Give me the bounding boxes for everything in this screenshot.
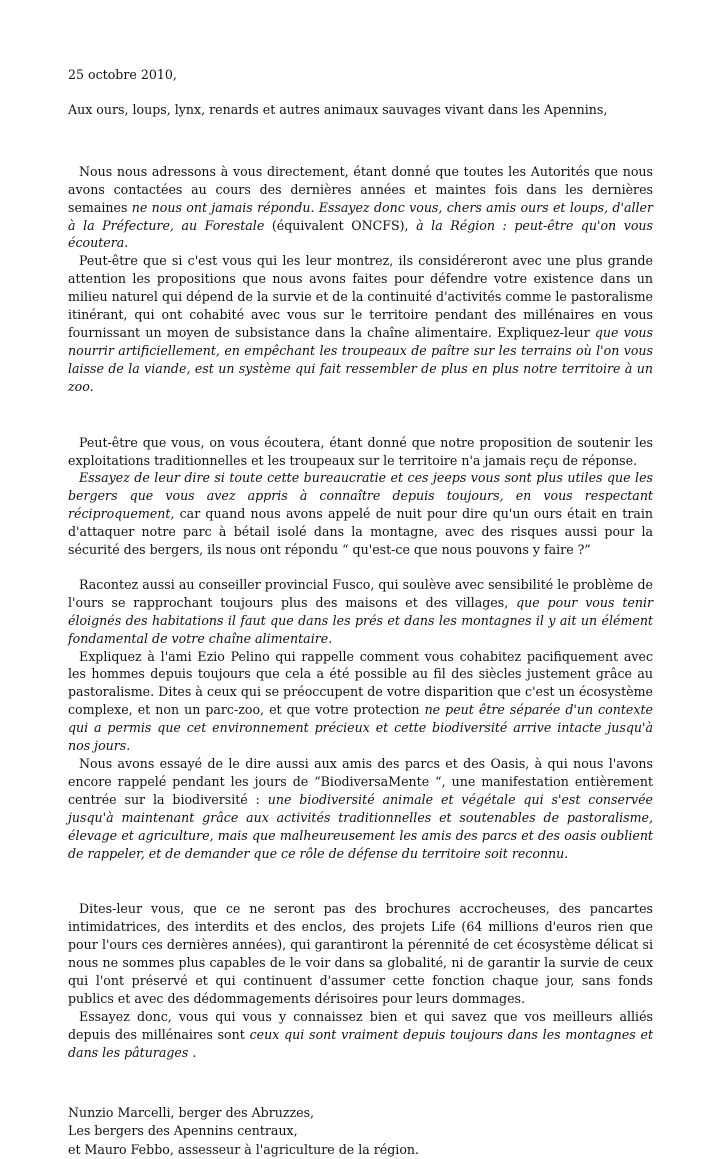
paragraph-9 [68, 1008, 653, 1062]
paragraph-6-emphasis-b: ne peut être séparée d'un contexte qui a permis que cet environnement précieux et cette biodiversité arrive intacte jusqu'à nos jours. [68, 702, 653, 754]
paragraph-3: Peut-être que vous, on vous écoutera, étant donné que notre proposition de soutenir les exploitations traditionnelles et les troupeaux sur le territoire n'a jamais reçu de réponse. [68, 434, 653, 468]
paragraph-gap [68, 559, 653, 576]
paragraph-6-text-a: Expliquez à l'ami Ezio Pelino qui rappelle comment vous cohabitez pacifiquement avec les hommes depuis toujours que cela a été possible au fil des siècles justement grâce au pastoralisme. Dites à ceux qui se préoccupent de votre disparition que c'est un écosystème complexe, et non un parc-zoo, et que votre protection [68, 648, 653, 718]
paragraph-2-emphasis-b: que vous nourrir artificiellement, en empêchant les troupeaux de paître sur les terrains où l'on vous laisse de la viande, est un système qui fait ressembler de plus en plus notre territoire à un zoo. [68, 324, 653, 394]
paragraph-gap [68, 396, 653, 434]
paragraph-9-emphasis-b: ceux qui sont vraiment depuis toujours dans les montagnes et dans les pâturages [68, 1026, 654, 1060]
letter-greeting: Aux ours, loups, lynx, renards et autres animaux sauvages vivant dans les Apennins, [68, 101, 608, 117]
paragraph-4-text-b: car quand nous avons appelé de nuit pour dire qu'un ours était en train d'attaquer notre parc à bétail isolé dans la montagne, avec des risques aussi pour la sécurité des bergers, ils nous ont répondu “ qu'est-ce que nous pouvons y faire ?” [68, 506, 653, 558]
paragraph-gap [68, 862, 653, 900]
signature-gap [68, 1062, 653, 1104]
signature-block [68, 1104, 653, 1159]
paragraph-7 [68, 755, 653, 862]
paragraph-1 [68, 163, 653, 253]
paragraph-4 [68, 469, 653, 559]
paragraph-4-emphasis-a: Essayez de leur dire si toute cette bureaucratie et ces jeeps vous sont plus utiles que les bergers que vous avez appris à connaître depuis toujours, en vous respectant réciproquement, [68, 470, 653, 522]
paragraph-1-text-c: (équivalent ONCFS), [264, 217, 417, 233]
paragraph-6 [68, 648, 653, 755]
paragraph-8: Dites-leur vous, que ce ne seront pas des brochures accrocheuses, des pancartes intimidatrices, des interdits et des enclos, des projets Life (64 millions d'euros rien que pour l'ours ces dernières années), qui garantiront la pérennité de cet écosystème délicat si nous ne sommes plus capables de le voir dans sa globalité, ni de garantir la survie de ceux qui l'ont préservé et qui continuent d'assumer cette fonction chaque jour, sans fonds publics et avec des dédommagements dérisoires pour leurs dommages. [68, 901, 653, 1006]
paragraph-2 [68, 252, 653, 395]
paragraph-5 [68, 576, 653, 648]
paragraph-1-emphasis-b: ne nous ont jamais répondu. Essayez donc vous, chers amis ours et loups, d'aller à la Préfecture, au Forestale [68, 199, 653, 233]
signature-line-2: Les bergers des Apennins centraux, [68, 1123, 298, 1139]
paragraph-1-text-a: Nous nous adressons à vous directement, étant donné que toutes les Autorités que nous avons contactées au cours des dernières années et maintes fois dans les dernières semaines [68, 163, 653, 215]
paragraph-2-text-a: Peut-être que si c'est vous qui les leur montrez, ils considéreront avec une plus grande attention les propositions que nous avons faites pour défendre votre existence dans un milieu naturel qui dépend de la survie et de la continuité d'activités comme le pastoralisme itinérant, qui ont cohabité avec vous sur le territoire pendant des millénaires en vous fournissant un moyen de subsistance dans la chaîne alimentaire. Expliquez-leur [68, 253, 653, 340]
paragraph-7-emphasis-b: une biodiversité animale et végétale qui s'est conservée jusqu'à maintenant grâce aux activités traditionnelles et soutenables de pastoralisme, élevage et agriculture, mais que malheureusement les amis des parcs et des oasis oublient de rappeler, et de demander que ce rôle de défense du territoire soit reconnu. [68, 791, 653, 861]
paragraph-7-text-a: Nous avons essayé de le dire aussi aux amis des parcs et des Oasis, à qui nous l'avons encore rappelé pendant les jours de “BiodiversaMente “, une manifestation entièrement centrée sur la biodiversité : [68, 756, 653, 807]
signature-line-3: et Mauro Febbo, assesseur à l'agriculture de la région. [68, 1141, 420, 1157]
paragraph-9-text-a: Essayez donc, vous qui vous y connaissez bien et qui savez que vos meilleurs alliés depuis des millénaires sont [68, 1008, 653, 1042]
letter-date: 25 octobre 2010, [68, 67, 177, 82]
paragraph-1-emphasis-d: à la Région : peut-être qu'on vous écoutera. [68, 217, 653, 251]
paragraph-5-text-a: Racontez aussi au conseiller provincial Fusco, qui soulève avec sensibilité le problème de l'ours se rapprochant toujours plus des maisons et des villages, [68, 576, 653, 610]
paragraph-5-emphasis-b: que pour vous tenir éloignés des habitations il faut que dans les prés et dans les montagnes il y ait un élément fondamental de votre chaîne alimentaire. [68, 594, 653, 646]
signature-line-1: Nunzio Marcelli, berger des Abruzzes, [68, 1104, 315, 1120]
paragraph-9-text-c: . [188, 1044, 197, 1060]
